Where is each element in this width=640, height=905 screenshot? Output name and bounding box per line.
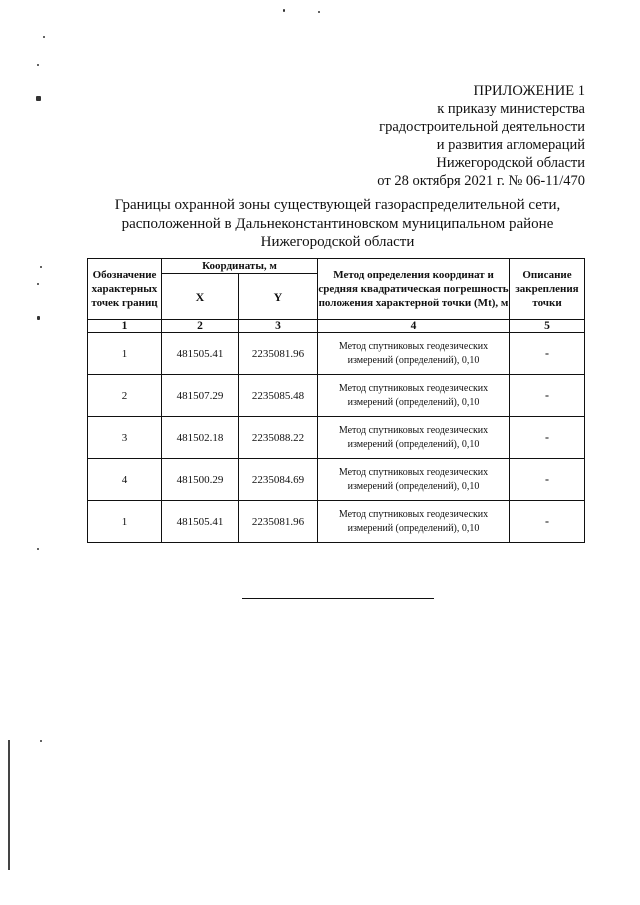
coord-y: 2235081.96 bbox=[239, 501, 318, 543]
description-cell: - bbox=[510, 333, 585, 375]
closing-rule bbox=[242, 598, 434, 599]
coord-x: 481505.41 bbox=[162, 333, 239, 375]
title-line: Границы охранной зоны существующей газораспределительной сети, bbox=[114, 197, 561, 213]
scan-speck bbox=[36, 96, 41, 101]
header-line: градостроительной деятельности bbox=[379, 119, 585, 135]
point-number: 1 bbox=[88, 333, 162, 375]
coord-y: 2235081.96 bbox=[239, 333, 318, 375]
description-cell: - bbox=[510, 459, 585, 501]
column-number: 5 bbox=[510, 320, 585, 333]
coord-y: 2235088.22 bbox=[239, 417, 318, 459]
scan-speck bbox=[318, 11, 320, 13]
table-row bbox=[88, 501, 585, 543]
column-number: 3 bbox=[239, 320, 318, 333]
header-x: X bbox=[162, 274, 239, 320]
coord-x: 481502.18 bbox=[162, 417, 239, 459]
method-cell: Метод спутниковых геодезических измерений (определений), 0,10 bbox=[318, 501, 510, 543]
description-cell: - bbox=[510, 501, 585, 543]
header-coordinates: Координаты, м bbox=[162, 259, 318, 274]
header-description: Описание закрепления точки bbox=[510, 259, 585, 320]
column-number: 1 bbox=[88, 320, 162, 333]
header-y: Y bbox=[239, 274, 318, 320]
scan-speck bbox=[43, 36, 45, 38]
header-designation: Обозначение характерных точек границ bbox=[88, 259, 162, 320]
coord-x: 481505.41 bbox=[162, 501, 239, 543]
scan-speck bbox=[37, 64, 39, 66]
scan-speck bbox=[40, 266, 42, 268]
appendix-header bbox=[285, 82, 585, 190]
method-cell: Метод спутниковых геодезических измерений (определений), 0,10 bbox=[318, 417, 510, 459]
scan-speck bbox=[37, 283, 39, 285]
point-number: 2 bbox=[88, 375, 162, 417]
document-title bbox=[95, 196, 580, 252]
title-line: расположенной в Дальнеконстантиновском муниципальном районе bbox=[121, 215, 554, 232]
description-cell: - bbox=[510, 417, 585, 459]
scan-speck bbox=[283, 9, 285, 12]
description-cell: - bbox=[510, 375, 585, 417]
title-line: Нижегородской области bbox=[260, 234, 415, 250]
scan-edge-line bbox=[8, 740, 10, 870]
scan-speck bbox=[37, 548, 39, 550]
method-cell: Метод спутниковых геодезических измерений (определений), 0,10 bbox=[318, 375, 510, 417]
column-number: 4 bbox=[318, 320, 510, 333]
coord-y: 2235085.48 bbox=[239, 375, 318, 417]
scan-speck bbox=[37, 316, 40, 320]
header-line: ПРИЛОЖЕНИЕ 1 bbox=[473, 83, 585, 99]
point-number: 3 bbox=[88, 417, 162, 459]
table-row bbox=[88, 375, 585, 417]
header-method: Метод определения координат и средняя квадратическая погрешность положения характерной точки (Mt), м bbox=[318, 259, 510, 320]
table-row bbox=[88, 459, 585, 501]
table-row bbox=[88, 417, 585, 459]
point-number: 4 bbox=[88, 459, 162, 501]
table-row bbox=[88, 333, 585, 375]
header-line: Нижегородской области bbox=[436, 155, 585, 171]
method-cell: Метод спутниковых геодезических измерений (определений), 0,10 bbox=[318, 459, 510, 501]
scan-speck bbox=[40, 740, 42, 742]
method-cell: Метод спутниковых геодезических измерений (определений), 0,10 bbox=[318, 333, 510, 375]
coord-y: 2235084.69 bbox=[239, 459, 318, 501]
coord-x: 481500.29 bbox=[162, 459, 239, 501]
header-line: от 28 октября 2021 г. № 06-11/470 bbox=[377, 173, 585, 189]
point-number: 1 bbox=[88, 501, 162, 543]
header-line: к приказу министерства bbox=[437, 101, 585, 117]
coordinates-table bbox=[87, 258, 585, 543]
coord-x: 481507.29 bbox=[162, 375, 239, 417]
header-line: и развития агломераций bbox=[436, 137, 585, 153]
column-number: 2 bbox=[162, 320, 239, 333]
